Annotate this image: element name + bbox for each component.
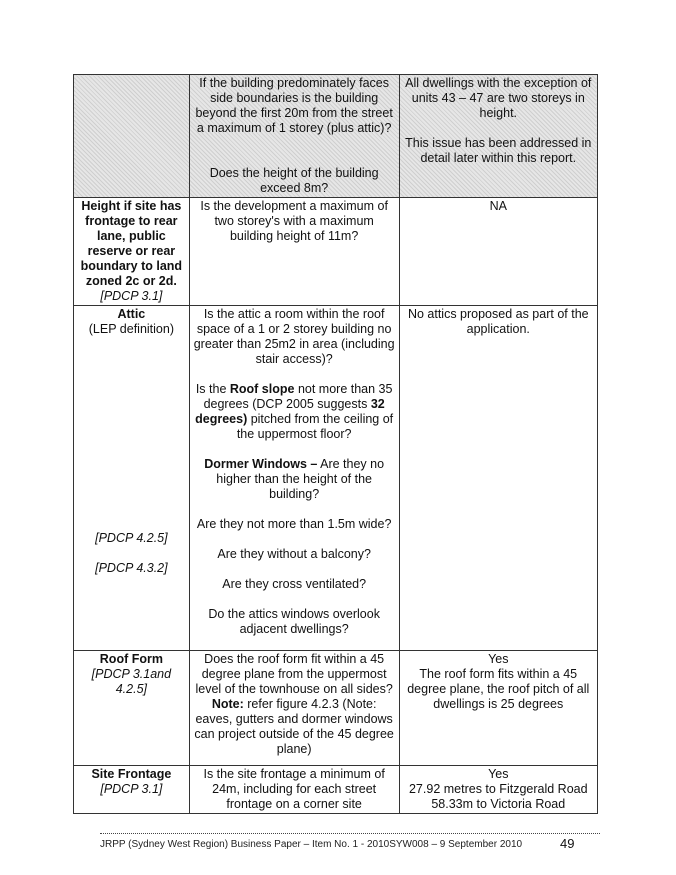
pdcp-reference: [PDCP 4.3.2] — [95, 561, 168, 575]
table-row — [74, 75, 598, 198]
dormer-windows-question: Dormer Windows – Are they no higher than the height of the building? — [204, 457, 385, 501]
row4-question-cell — [189, 651, 399, 766]
assessment-table — [73, 74, 598, 814]
roof-plane-question: Does the roof form fit within a 45 degree plane from the uppermost level of the townhouse on all sides? — [195, 652, 393, 696]
site-frontage-heading: Site Frontage — [91, 767, 172, 781]
lep-definition-label: (LEP definition) — [88, 322, 174, 336]
pdcp-reference: [PDCP 3.1] — [100, 782, 163, 796]
attic-heading: Attic — [117, 307, 146, 321]
row3-criteria-cell — [74, 306, 190, 651]
height-rear-lane-heading: Height if site has frontage to rear lane, public reserve or rear boundary to land zoned 2c or 2d. — [80, 199, 183, 288]
footer-text: JRPP (Sydney West Region) Business Paper – Item No. 1 - 2010SYW008 – 9 September 2010 — [100, 839, 523, 850]
balcony-question: Are they without a balcony? — [217, 547, 371, 561]
row4-criteria-cell — [74, 651, 190, 766]
footer-divider — [100, 833, 600, 834]
row2-criteria-cell — [74, 198, 190, 306]
roof-slope-question: Is the Roof slope not more than 35 degrees (DCP 2005 suggests 32 degrees) pitched from the ceiling of the uppermost floor? — [195, 382, 394, 441]
roof-form-comment: The roof form fits within a 45 degree plane, the roof pitch of all dwellings is 25 degrees — [407, 667, 590, 711]
page-number: 49 — [560, 836, 575, 851]
roof-form-heading: Roof Form — [99, 652, 163, 666]
row3-question-cell — [189, 306, 399, 651]
row3-comment-cell — [399, 306, 597, 651]
row5-comment-cell — [399, 766, 597, 814]
pdcp-reference: [PDCP 4.2.5] — [95, 531, 168, 545]
row1-comment-cell — [399, 75, 597, 198]
table-row — [74, 198, 598, 306]
table-row — [74, 651, 598, 766]
storeys-comment: All dwellings with the exception of units 43 – 47 are two storeys in height. — [405, 76, 592, 120]
addressed-comment: This issue has been addressed in detail later within this report. — [405, 136, 592, 165]
yes-comment: Yes — [488, 767, 509, 781]
overlook-question: Do the attics windows overlook adjacent dwellings? — [208, 607, 380, 636]
roof-note: Note: refer figure 4.2.3 (Note: eaves, gutters and dormer windows can project outside of the 45 degree plane) — [194, 697, 394, 756]
frontage-question: Is the site frontage a minimum of 24m, including for each street frontage on a corner site — [203, 767, 385, 811]
row1-criteria-cell — [74, 75, 190, 198]
pdcp-reference: [PDCP 3.1] — [100, 289, 163, 303]
row2-comment-cell — [399, 198, 597, 306]
table-row — [74, 766, 598, 814]
pdcp-reference: [PDCP 3.1and 4.2.5] — [91, 667, 172, 696]
row1-question-cell — [189, 75, 399, 198]
table-row — [74, 306, 598, 651]
na-comment: NA — [489, 199, 507, 213]
row2-question-cell — [189, 198, 399, 306]
yes-comment: Yes — [488, 652, 509, 666]
row5-question-cell — [189, 766, 399, 814]
fitzgerald-frontage: 27.92 metres to Fitzgerald Road — [408, 782, 588, 796]
dormer-width-question: Are they not more than 1.5m wide? — [196, 517, 392, 531]
victoria-frontage: 58.33m to Victoria Road — [431, 797, 566, 811]
attic-room-question: Is the attic a room within the roof space of a 1 or 2 storey building no greater than 25m2 in area (including stair access)? — [193, 307, 395, 366]
row4-comment-cell — [399, 651, 597, 766]
two-storey-question: Is the development a maximum of two storey's with a maximum building height of 11m? — [200, 199, 388, 243]
height-question: Does the height of the building exceed 8m? — [209, 166, 379, 195]
ventilation-question: Are they cross ventilated? — [222, 577, 367, 591]
row5-criteria-cell — [74, 766, 190, 814]
storey-question: If the building predominately faces side boundaries is the building beyond the first 20m from the street a maximum of 1 storey (plus attic)? — [195, 76, 393, 135]
no-attics-comment: No attics proposed as part of the application. — [407, 307, 589, 336]
